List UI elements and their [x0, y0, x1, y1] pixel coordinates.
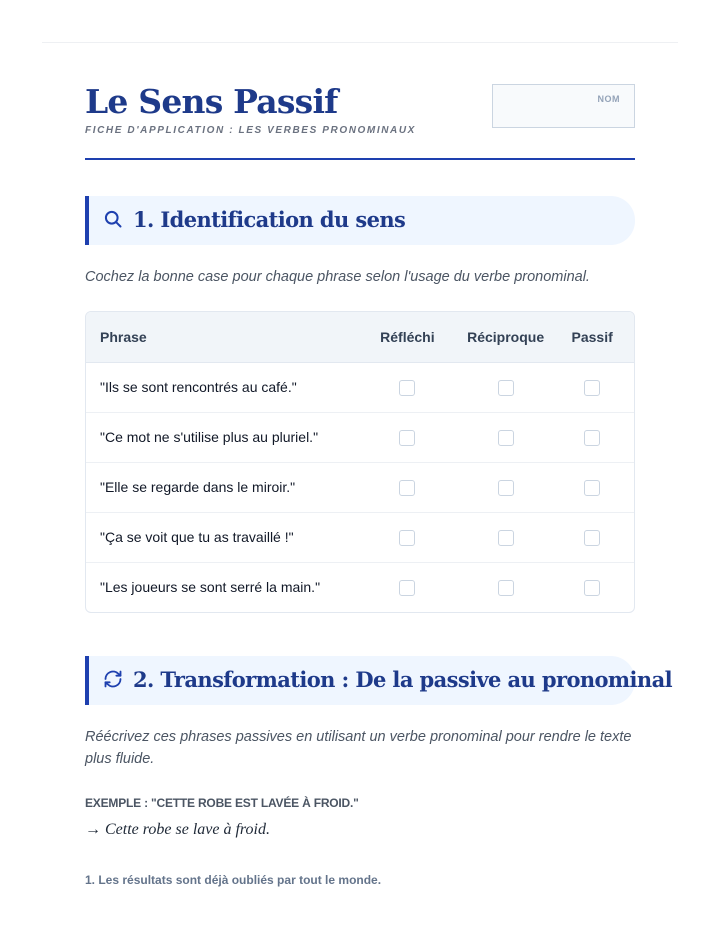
passif-checkbox[interactable]	[584, 530, 600, 546]
reciproque-checkbox[interactable]	[498, 580, 514, 596]
reciproque-checkbox[interactable]	[498, 380, 514, 396]
search-icon	[103, 209, 123, 229]
section-identification-header	[85, 196, 635, 245]
phrase-cell: "Elle se regarde dans le miroir."	[86, 462, 354, 512]
reflechi-checkbox[interactable]	[399, 480, 415, 496]
passif-checkbox[interactable]	[584, 380, 600, 396]
header-divider	[85, 158, 635, 160]
page-subtitle: FICHE D'APPLICATION : LES VERBES PRONOMINAUX	[85, 125, 416, 136]
passif-checkbox[interactable]	[584, 430, 600, 446]
name-field[interactable]	[492, 84, 635, 128]
table-header-row	[86, 312, 634, 362]
table-row	[86, 562, 634, 612]
phrase-cell: "Ça se voit que tu as travaillé !"	[86, 512, 354, 562]
table-row	[86, 362, 634, 412]
table-row	[86, 512, 634, 562]
reflechi-checkbox[interactable]	[399, 430, 415, 446]
example-label: EXEMPLE : "CETTE ROBE EST LAVÉE À FROID."	[85, 796, 359, 810]
reflechi-checkbox[interactable]	[399, 580, 415, 596]
phrase-cell: "Ce mot ne s'utilise plus au pluriel."	[86, 412, 354, 462]
section-instruction: Cochez la bonne case pour chaque phrase selon l'usage du verbe pronominal.	[85, 269, 590, 285]
section-title: 2. Transformation : De la passive au pronominal	[133, 667, 672, 692]
column-header-passif: Passif	[550, 312, 634, 362]
top-divider	[42, 42, 678, 43]
column-header-reflechi: Réfléchi	[354, 312, 461, 362]
page-title: Le Sens Passif	[85, 82, 338, 121]
reflechi-checkbox[interactable]	[399, 530, 415, 546]
passif-checkbox[interactable]	[584, 580, 600, 596]
example-answer: → Cette robe se lave à froid.	[85, 821, 270, 838]
reciproque-checkbox[interactable]	[498, 480, 514, 496]
passif-checkbox[interactable]	[584, 480, 600, 496]
reciproque-checkbox[interactable]	[498, 530, 514, 546]
section-instruction: Réécrivez ces phrases passives en utilisant un verbe pronominal pour rendre le texte plus fluide.	[85, 729, 632, 767]
identification-table	[85, 311, 635, 613]
question-1: 1. Les résultats sont déjà oubliés par tout le monde.	[85, 873, 382, 887]
phrase-cell: "Les joueurs se sont serré la main."	[86, 562, 354, 612]
table-row	[86, 462, 634, 512]
name-label: NOM	[597, 94, 620, 104]
phrase-cell: "Ils se sont rencontrés au café."	[100, 379, 297, 395]
column-header-phrase: Phrase	[86, 312, 354, 362]
reflechi-checkbox[interactable]	[399, 380, 415, 396]
table-row	[86, 412, 634, 462]
column-header-reciproque: Réciproque	[461, 312, 550, 362]
reciproque-checkbox[interactable]	[498, 430, 514, 446]
section-title: 1. Identification du sens	[133, 207, 406, 232]
refresh-icon	[103, 669, 123, 689]
section-transformation-header	[85, 656, 672, 705]
